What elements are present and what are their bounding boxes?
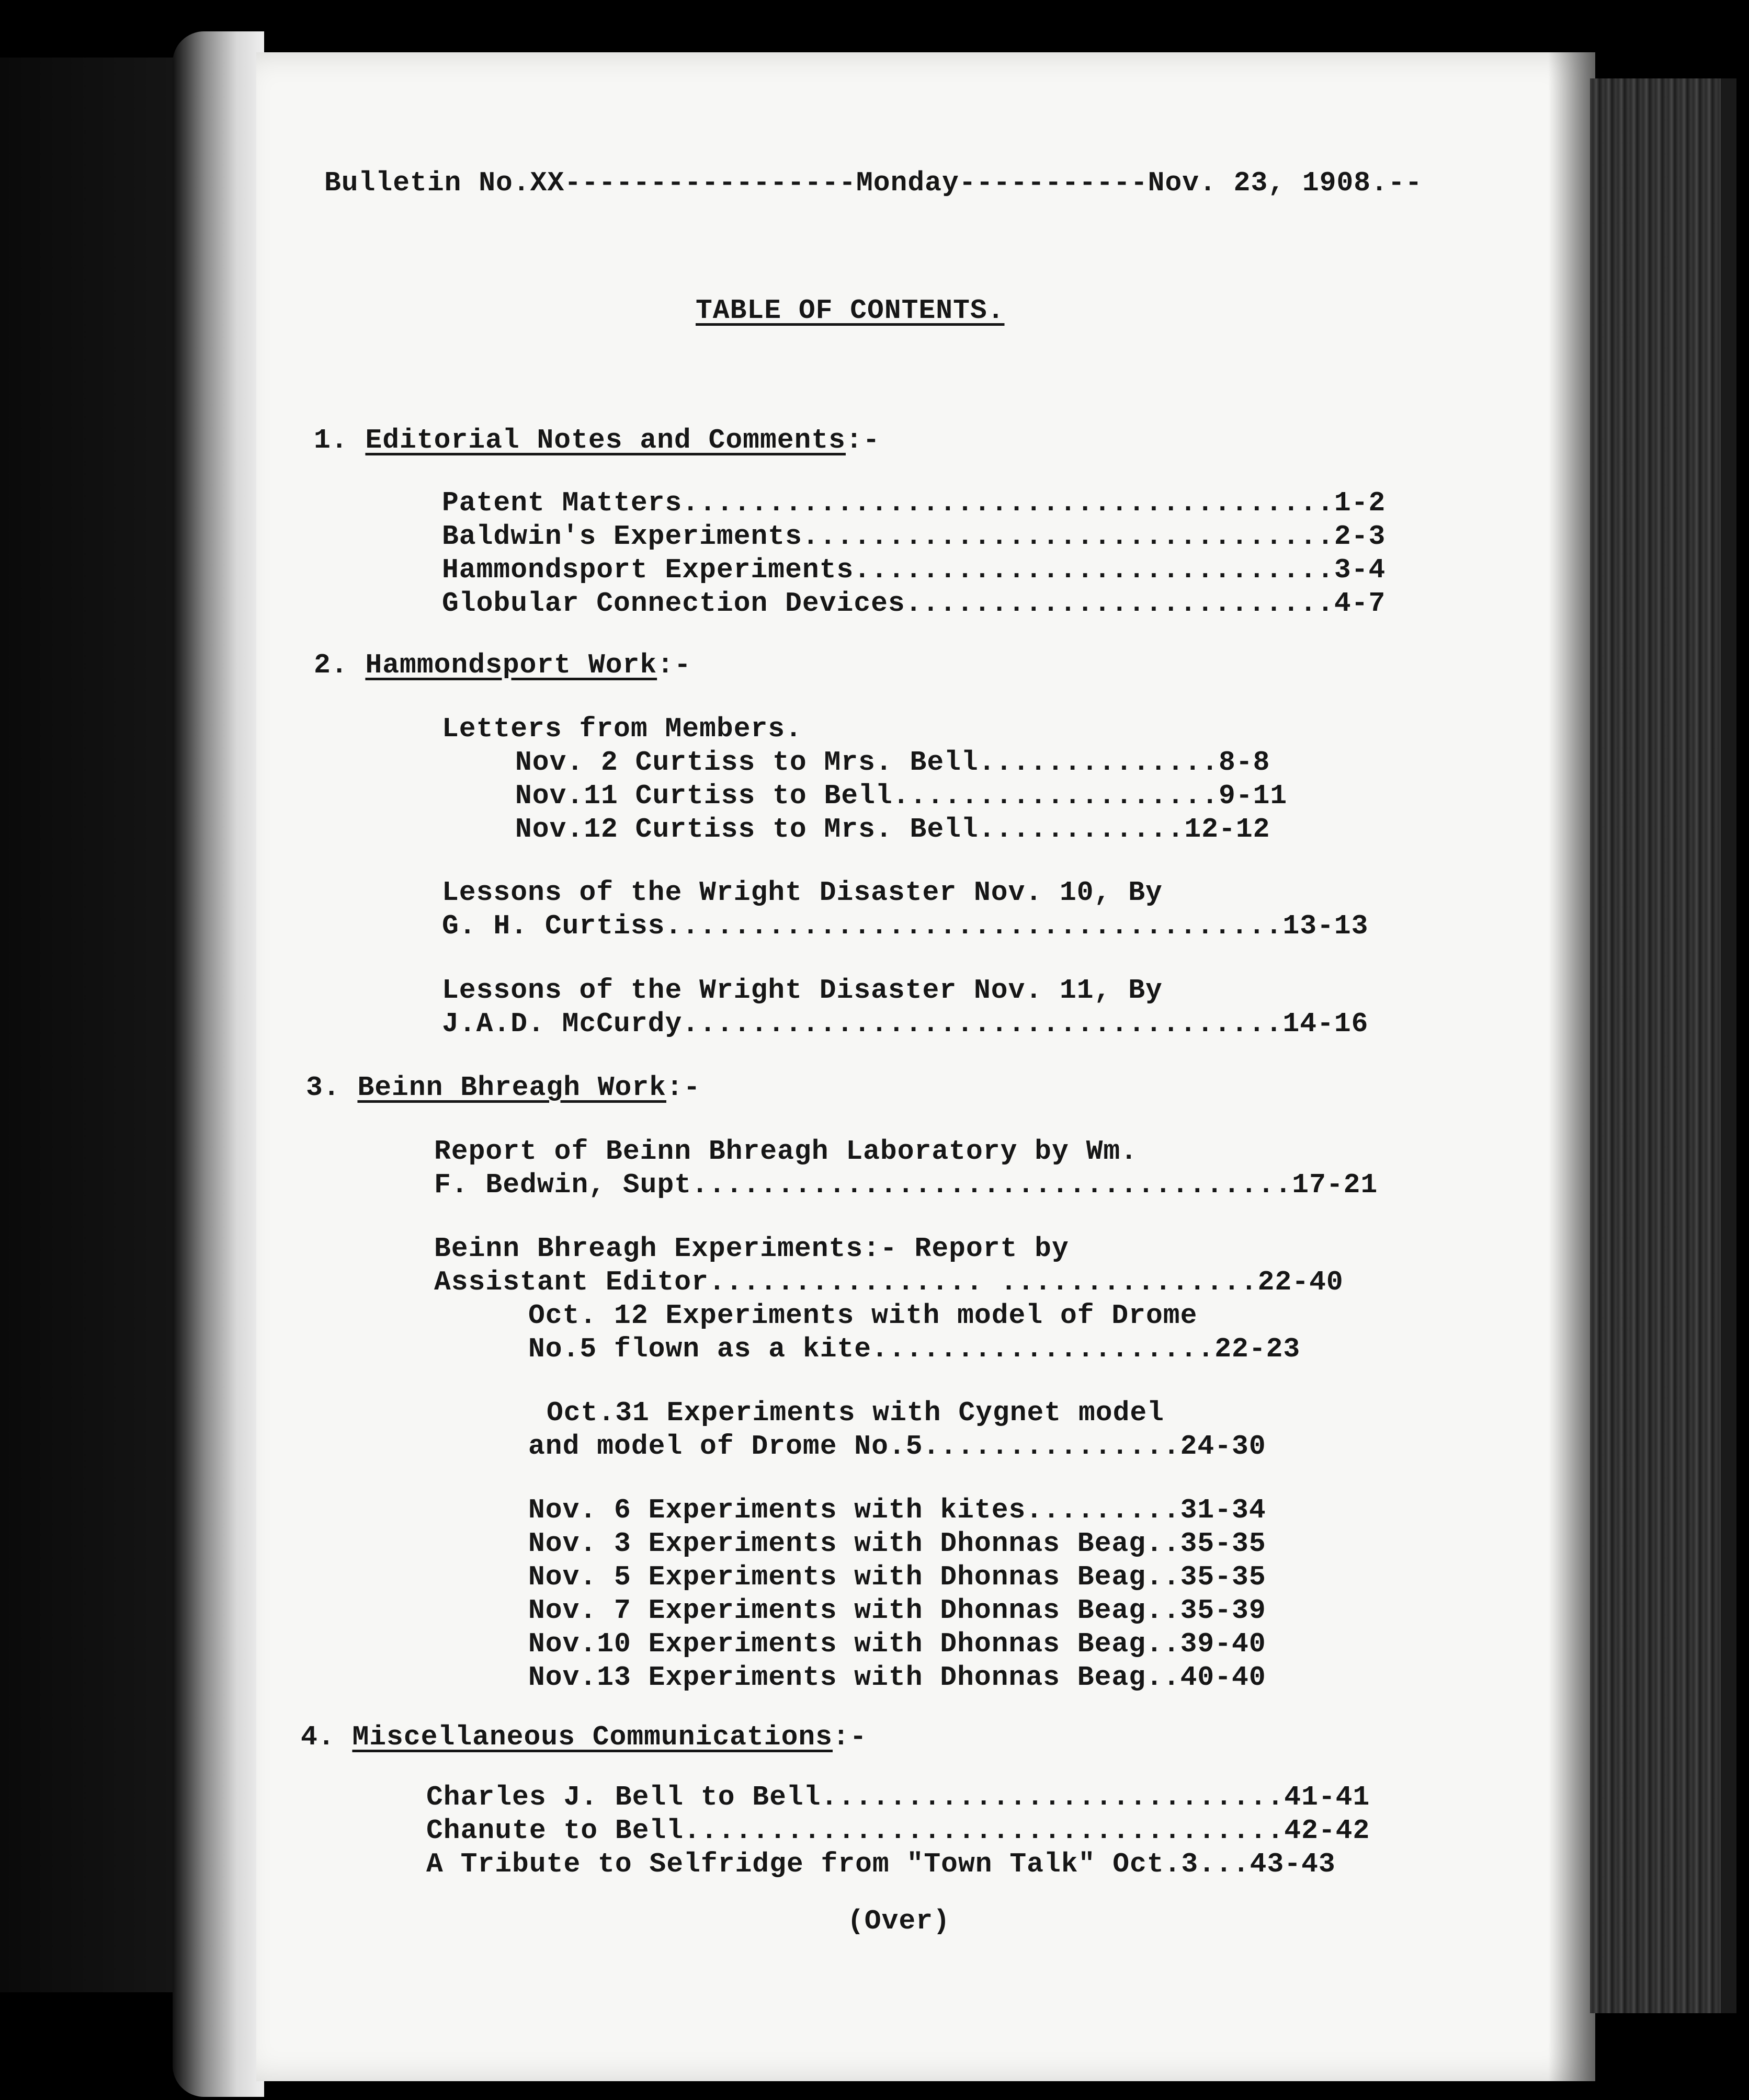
toc-entry: Chanute to Bell...................................42-42 xyxy=(426,1815,1370,1846)
toc-entry: Patent Matters......................................1-2 xyxy=(442,487,1386,519)
toc-entry: Hammondsport Experiments............................3-4 xyxy=(442,554,1386,586)
letters-title: Letters from Members. xyxy=(442,713,802,745)
section-heading-2 xyxy=(314,648,691,682)
toc-entry-line2: Assistant Editor................ ...............22-40 xyxy=(434,1266,1344,1298)
section-number: 3. xyxy=(306,1072,340,1103)
toc-entry-line2: No.5 flown as a kite....................22-23 xyxy=(528,1333,1301,1365)
section-title: Hammondsport Work xyxy=(365,649,657,681)
page-footer: (Over) xyxy=(847,1905,950,1937)
section-suffix: :- xyxy=(666,1072,701,1103)
toc-entry: Nov. 7 Experiments with Dhonnas Beag..35-39 xyxy=(528,1595,1266,1626)
toc-entry-line1: Beinn Bhreagh Experiments:- Report by xyxy=(434,1233,1069,1264)
bulletin-header: Bulletin No.XX-----------------Monday-----------Nov. 23, 1908.-- xyxy=(324,167,1423,199)
toc-entry-line2: and model of Drome No.5...............24-30 xyxy=(528,1431,1266,1462)
toc-entry-line1: Lessons of the Wright Disaster Nov. 10, By xyxy=(442,877,1163,908)
section-number: 4. xyxy=(301,1721,335,1753)
section-title: Beinn Bhreagh Work xyxy=(357,1072,666,1103)
toc-entry: Nov. 5 Experiments with Dhonnas Beag..35-35 xyxy=(528,1561,1266,1593)
toc-entry-line2: G. H. Curtiss....................................13-13 xyxy=(442,910,1369,942)
section-title: Editorial Notes and Comments xyxy=(365,425,846,456)
section-title: Miscellaneous Communications xyxy=(352,1721,833,1753)
section-suffix: :- xyxy=(657,649,691,681)
section-suffix: :- xyxy=(832,1721,867,1753)
toc-entry-line2: J.A.D. McCurdy...................................14-16 xyxy=(442,1008,1369,1040)
page-curl xyxy=(173,31,264,2097)
toc-entry: Charles J. Bell to Bell...........................41-41 xyxy=(426,1782,1370,1813)
toc-entry-line2: F. Bedwin, Supt...................................17-21 xyxy=(434,1169,1378,1201)
toc-entry: A Tribute to Selfridge from "Town Talk" Oct.3...43-43 xyxy=(426,1848,1336,1880)
toc-entry-line1: Lessons of the Wright Disaster Nov. 11, By xyxy=(442,975,1163,1006)
section-heading-3 xyxy=(306,1071,701,1104)
toc-entry-line1: Report of Beinn Bhreagh Laboratory by Wm. xyxy=(434,1136,1138,1167)
toc-entry: Nov. 3 Experiments with Dhonnas Beag..35-35 xyxy=(528,1528,1266,1559)
toc-entry: Nov.12 Curtiss to Mrs. Bell............12-12 xyxy=(515,814,1270,845)
toc-entry: Nov. 6 Experiments with kites.........31-34 xyxy=(528,1494,1266,1526)
spine-shadow xyxy=(1548,52,1595,2081)
section-number: 1. xyxy=(314,425,348,456)
document-page xyxy=(256,52,1595,2081)
section-heading-4 xyxy=(301,1720,867,1754)
toc-entry: Baldwin's Experiments...............................2-3 xyxy=(442,521,1386,552)
section-heading-1 xyxy=(314,424,880,457)
toc-entry: Globular Connection Devices.........................4-7 xyxy=(442,588,1386,619)
toc-entry: Nov.11 Curtiss to Bell...................9-11 xyxy=(515,780,1288,812)
section-suffix: :- xyxy=(845,425,880,456)
toc-entry: Nov.13 Experiments with Dhonnas Beag..40-40 xyxy=(528,1662,1266,1693)
toc-entry: Nov.10 Experiments with Dhonnas Beag..39-40 xyxy=(528,1628,1266,1660)
toc-entry: Nov. 2 Curtiss to Mrs. Bell..............8-8 xyxy=(515,747,1270,778)
book-page-edges xyxy=(1590,78,1736,2013)
section-number: 2. xyxy=(314,649,348,681)
page-title: TABLE OF CONTENTS. xyxy=(696,295,1005,326)
toc-entry-line1: Oct. 12 Experiments with model of Drome xyxy=(528,1300,1198,1331)
toc-entry-line1: Oct.31 Experiments with Cygnet model xyxy=(547,1397,1164,1429)
